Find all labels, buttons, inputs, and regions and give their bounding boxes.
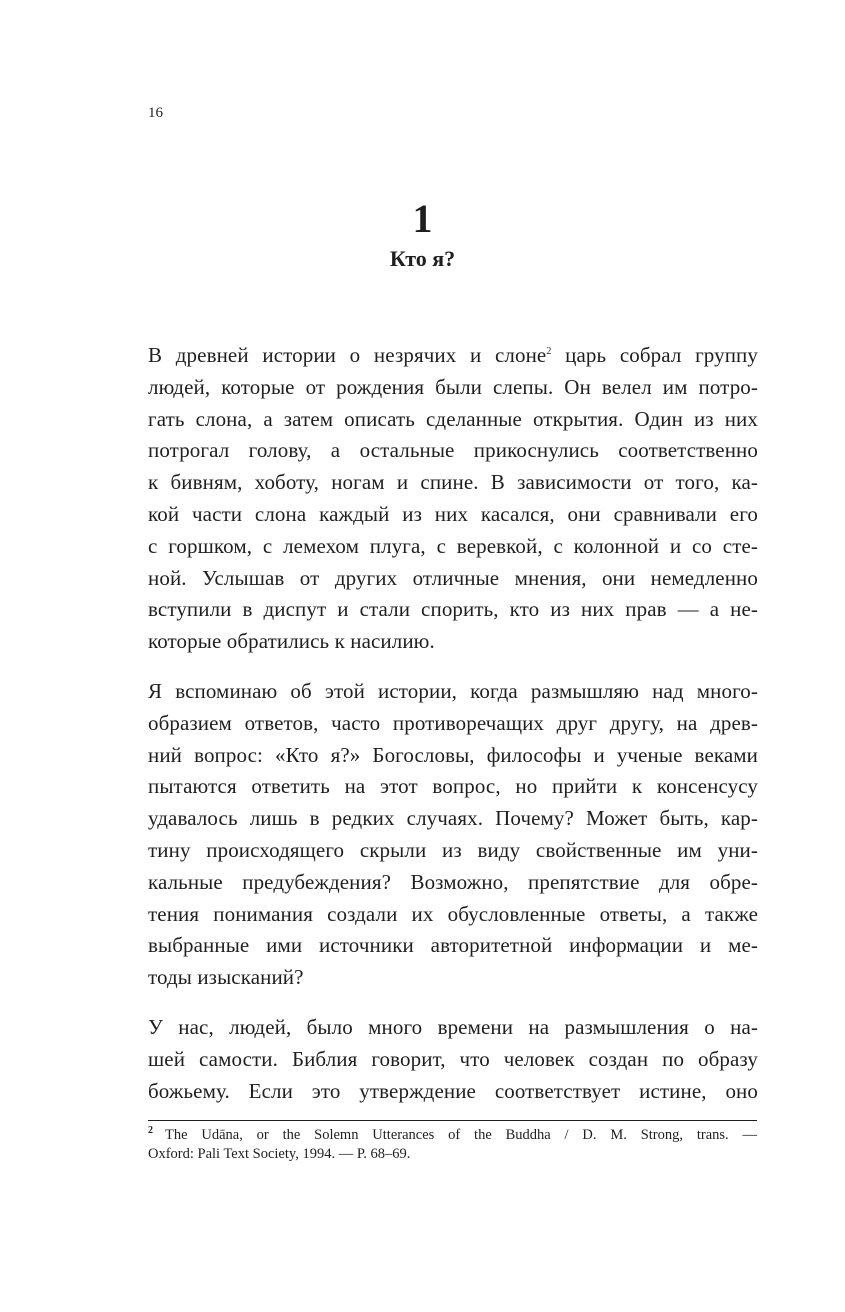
text-line: людей, которые от рождения были слепы. Он велел им потро- [148,374,758,399]
body-text [148,340,758,1125]
text-line: вступили в диспут и стали спорить, кто из них прав — а не- [148,597,758,622]
text-line: тоды изысканий? [148,965,304,990]
text-line: пытаются ответить на этот вопрос, но прийти к консенсусу [148,774,758,799]
text-line: ной. Услышав от других отличные мнения, они немедленно [148,565,758,590]
text-line: тину происходящего скрыли из виду свойственные им уни- [148,837,758,862]
paragraph [148,1012,758,1107]
text-line: гать слона, а затем описать сделанные открытия. Один из них [148,406,758,431]
text-line: тения понимания создали их обусловленные ответы, а также [148,901,758,926]
text-line: образием ответов, часто противоречащих друг другу, на древ- [148,710,758,735]
text-line: ний вопрос: «Кто я?» Богословы, философы и ученые веками [148,742,758,767]
chapter-title: Кто я? [389,246,456,271]
page-number: 16 [148,105,163,121]
footnote [148,1126,757,1164]
text-line: кой части слона каждый из них касался, они сравнивали его [148,501,758,526]
paragraph [148,340,758,658]
footnote-divider [148,1120,757,1121]
chapter-number: 1 [412,196,433,241]
text-line: У нас, людей, было много времени на размышления о на- [148,1014,758,1039]
text-line: выбранные ими источники авторитетной информации и ме- [148,933,758,958]
text-line: которые обратились к насилию. [148,629,435,654]
text-line: кальные предубеждения? Возможно, препятствие для обре- [148,869,758,894]
text-line: к бивням, хоботу, ногам и спине. В зависимости от того, ка- [148,470,758,495]
text-line: удавалось лишь в редких случаях. Почему? Может быть, кар- [148,806,758,831]
footnote-line: $^2$ The Udāna, or the Solemn Utterances of the Buddha / D. M. Strong, trans. — [148,1125,757,1143]
text-line: потрогал голову, а остальные прикоснулись соответственно [148,438,758,463]
paragraph [148,676,758,994]
text-line: Я вспоминаю об этой истории, когда размышляю над много- [148,678,758,703]
text-line: шей самости. Библия говорит, что человек создан по образу [148,1046,758,1071]
footnote-mark: 2 [148,1125,153,1137]
text-line: с горшком, с лемехом плуга, с веревкой, с колонной и со сте- [148,533,758,558]
footnote-reference[interactable]: 2 [546,346,552,357]
text-line: божьему. Если это утверждение соответствует истине, оно [148,1078,758,1103]
text-line: В древней истории о незрячих и слоне$^2$ царь собрал группу [148,343,758,367]
footnote-line: Oxford: Pali Text Society, 1994. — P. 68–69. [148,1146,411,1162]
